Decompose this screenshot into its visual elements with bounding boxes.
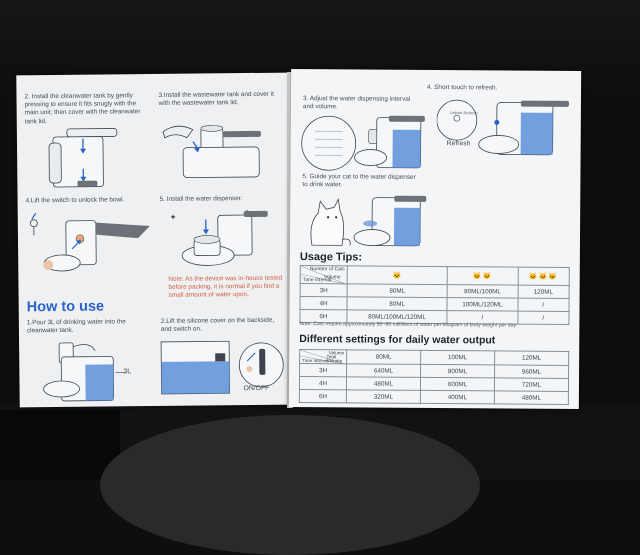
- use1-text: 1.Pour 3L of drinking water into the cleanwater tank.: [27, 318, 151, 336]
- two-cats-icon: 🐱🐱: [447, 267, 517, 285]
- step3-text: 3.Install the wastewater tank and cover it with the wastewater tank lid.: [158, 91, 280, 109]
- volume-3l-label: 3L: [123, 368, 131, 376]
- column-header: 120ML: [495, 351, 569, 366]
- value-cell: 80ML: [347, 297, 447, 311]
- usage-corner-cats: Number of Cats: [310, 266, 345, 272]
- cat-drinking-illustration: [304, 193, 428, 248]
- value-cell: 320ML: [346, 390, 420, 404]
- step5-note: Note: As the device was in-house tested before packing, it is normal if you find a small amount of water upon.: [168, 275, 286, 301]
- value-cell: /: [517, 311, 569, 324]
- background-shadow: [0, 410, 120, 480]
- value-cell: 400ML: [420, 390, 494, 404]
- usage-tips-heading: Usage Tips:: [300, 251, 362, 263]
- water-dispenser-illustration: [160, 205, 271, 276]
- value-cell: /: [447, 311, 517, 324]
- daily-corner-volume2: Volume: [327, 358, 342, 364]
- refresh-illustration: [436, 96, 572, 169]
- short-touch-text: 4. Short touch to refresh.: [427, 84, 567, 93]
- how-to-use-heading: How to use: [27, 299, 105, 316]
- one-cat-icon: 🐱: [347, 266, 447, 285]
- daily-corner-cell: [300, 350, 347, 364]
- value-cell: 120ML: [518, 285, 570, 298]
- wastewater-tank-illustration: [157, 119, 276, 188]
- daily-corner-interval: Time Interval: [302, 358, 328, 364]
- daily-corner-volume: Volume: [329, 350, 344, 356]
- daily-corner-total: Total: [326, 354, 336, 360]
- usage-corner-interval: Time Interval: [303, 278, 332, 284]
- fill-tank-illustration: [31, 336, 132, 403]
- value-cell: 720ML: [494, 378, 568, 392]
- usage-tips-table: [299, 265, 569, 325]
- guide-cat-text: 5. Guide your cat to the water dispenser to drink water.: [302, 173, 422, 190]
- interval-cell: 6H: [299, 390, 346, 403]
- refresh-label: Refresh: [447, 140, 471, 148]
- adjust-interval-text: 3. Adjust the water dispensing interval and volume.: [303, 95, 419, 112]
- value-cell: 640ML: [347, 364, 421, 378]
- value-cell: 100ML/120ML: [447, 298, 517, 311]
- step5-text: 5. Install the water dispenser.: [160, 195, 282, 204]
- three-cats-icon: 🐱🐱🐱: [518, 267, 570, 285]
- value-cell: 960ML: [495, 365, 569, 379]
- table-row: [299, 390, 568, 405]
- usage-tips-note: Note: Cats require approximately 50~60 milliliters of water per kilogram of body weight per day.: [299, 321, 575, 329]
- interval-cell: 3H: [300, 284, 347, 297]
- value-cell: 480ML: [346, 377, 420, 391]
- unlock-switch-illustration: [26, 208, 151, 277]
- value-cell: 800ML: [421, 364, 495, 378]
- usage-corner-volume: Volume: [324, 274, 341, 280]
- cleanwater-tank-illustration: [39, 122, 140, 191]
- manual-right-page: [289, 69, 581, 409]
- column-header: 80ML: [347, 350, 421, 365]
- value-cell: 80ML/100ML: [447, 285, 517, 298]
- manual-left-page: [16, 73, 291, 408]
- value-cell: 600ML: [420, 377, 494, 391]
- step4-text: 4.Lift the switch to unlock the bowl.: [26, 196, 150, 206]
- interval-cell: 3H: [300, 364, 347, 377]
- column-header: 100ML: [421, 350, 495, 365]
- daily-output-heading: Different settings for daily water output: [299, 333, 495, 346]
- daily-output-table: [299, 349, 569, 405]
- unlock-refresh-label: Unlock Refresh: [449, 110, 479, 115]
- on-off-label: ON/OFF: [244, 385, 270, 393]
- background-object: [100, 415, 480, 555]
- value-cell: /: [518, 298, 570, 311]
- interval-cell: 4H: [299, 377, 346, 390]
- step2-text: 2. Install the cleanwater tank by gently pressing to ensure it fits snugly with the main unit; then cover with the cleanwater tank lid.: [24, 92, 148, 126]
- interval-cell: 6H: [300, 310, 347, 323]
- interval-cell: 4H: [300, 297, 347, 310]
- value-cell: 80ML/100ML/120ML: [347, 310, 447, 324]
- use2-text: 2.Lift the silicone cover on the backside, and switch on.: [161, 317, 285, 335]
- value-cell: 480ML: [494, 391, 568, 405]
- usage-corner-cell: [300, 266, 347, 284]
- interval-panel-illustration: [300, 113, 426, 176]
- svg-text:✦: ✦: [170, 213, 177, 222]
- value-cell: 80ML: [347, 284, 447, 298]
